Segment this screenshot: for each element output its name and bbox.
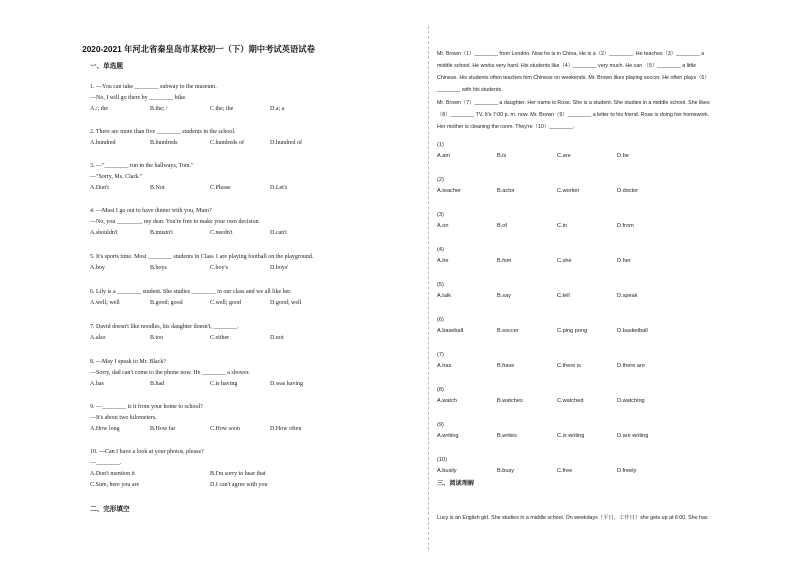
question-stem: 6. Lily is a ________ student. She studies ________ in our class and we all like her.	[90, 289, 292, 295]
cloze-number: (3)	[437, 212, 444, 218]
option-d[interactable]: D.hundred of	[270, 140, 302, 146]
cloze-number: (10)	[437, 457, 447, 463]
options-row	[90, 138, 410, 149]
option-a[interactable]: A.has	[90, 381, 104, 387]
question-item	[90, 206, 410, 239]
cloze-number: (8)	[437, 387, 444, 393]
options-row	[437, 431, 677, 442]
question-stem: 7. David doesn't like noodles, his daughter doesn't, ________.	[90, 324, 239, 330]
option-c[interactable]: C.she	[557, 258, 572, 264]
option-d[interactable]: D.be	[617, 153, 629, 159]
option-c[interactable]: C.Please	[210, 185, 231, 191]
passage-line: Mr. Brown（1）________ from London. Now he is in China, He is a（2）________. He teaches（3）________ a	[437, 51, 705, 57]
option-d[interactable]: D.not	[270, 335, 284, 341]
question-stem: 3. —"________ run in the hallways, Tom."	[90, 163, 194, 169]
option-b[interactable]: B.say	[497, 293, 511, 299]
options-row	[437, 256, 677, 267]
cloze-number: (5)	[437, 282, 444, 288]
question-stem: 5. It's sports time. Most ________ students in Class 1 are playing football on the playground.	[90, 254, 314, 260]
option-c[interactable]: C.the; the	[210, 106, 234, 112]
option-b[interactable]: B.writes	[497, 433, 517, 439]
option-b[interactable]: B.I'm sorry to hear that	[210, 471, 266, 477]
question-item	[90, 127, 410, 149]
options-row	[90, 424, 410, 435]
options-row	[90, 228, 410, 239]
option-a[interactable]: A.talk	[437, 293, 451, 299]
option-b[interactable]: B.hundreds	[150, 140, 178, 146]
cloze-number: (2)	[437, 177, 444, 183]
cloze-item	[437, 455, 677, 477]
option-a[interactable]: A.has	[437, 363, 452, 369]
option-d[interactable]: D.are writing	[617, 433, 649, 439]
question-stem: 8. —May I speak to Mr. Black?	[90, 359, 166, 365]
question-item	[90, 82, 410, 115]
options-row	[437, 326, 677, 337]
question-stem-continued: —It's about two kilometers.	[90, 415, 157, 421]
passage-line: （8）________ TV. It's 7:00 p. m. now. Mr. Brown（9）________ a letter to his friend. Rose is doing her homework.	[437, 112, 710, 118]
option-b[interactable]: B.watches	[497, 398, 523, 404]
passage-line: Her mother is cleaning the room. They're（10）________.	[437, 124, 575, 130]
option-b[interactable]: B.busy	[497, 468, 515, 474]
cloze-item	[437, 245, 677, 267]
cloze-item	[437, 315, 677, 337]
question-item	[90, 402, 410, 435]
option-a[interactable]: A.boy	[90, 265, 105, 271]
options-row	[90, 263, 410, 274]
passage-line: Mr. Brown（7）________ a daughter. Her name is Rose. She is a student. She studies in a middle school. She likes	[437, 100, 710, 106]
option-a[interactable]: A.am	[437, 153, 451, 159]
option-a[interactable]: A.Don't mention it	[90, 471, 135, 477]
option-d[interactable]: D.boys'	[270, 265, 289, 271]
option-d[interactable]: D.How often	[270, 426, 302, 432]
cloze-item	[437, 350, 677, 372]
option-a[interactable]: A.baseball	[437, 328, 464, 334]
option-c[interactable]: C.is having	[210, 381, 238, 387]
option-d[interactable]: D.basketball	[617, 328, 648, 334]
option-d[interactable]: D.her	[617, 258, 631, 264]
option-c[interactable]: C.hundreds of	[210, 140, 244, 146]
option-d[interactable]: D.watching	[617, 398, 645, 404]
cloze-item	[437, 140, 677, 162]
option-b[interactable]: B.mustn't	[150, 230, 173, 236]
passage-line: Chinese. His students often teaches him Chinese on weekends. Mr. Brown likes playing soccer. He often plays（6）	[437, 75, 710, 81]
option-a[interactable]: A.writing	[437, 433, 459, 439]
option-c[interactable]: C.needn't	[210, 230, 233, 236]
question-stem: 10. —Can I have a look at your photos, please?	[90, 449, 204, 455]
option-b[interactable]: B.had	[150, 381, 165, 387]
options-row	[437, 396, 677, 407]
option-d[interactable]: D.I can't agree with you	[210, 482, 268, 488]
options-row	[437, 186, 677, 197]
option-b[interactable]: B.the; /	[150, 106, 168, 112]
question-stem-continued: —Sorry, dad can't come to the phone now. He ________ a shower.	[90, 370, 250, 376]
cloze-item	[437, 175, 677, 197]
option-b[interactable]: B.good; good	[150, 300, 183, 306]
question-item	[90, 252, 410, 274]
option-a[interactable]: A./; the	[90, 106, 108, 112]
option-a[interactable]: A.Don't	[90, 185, 109, 191]
option-c[interactable]: C.watched	[557, 398, 584, 404]
option-a[interactable]: A.How long	[90, 426, 120, 432]
cloze-number: (7)	[437, 352, 444, 358]
option-d[interactable]: D.there are	[617, 363, 645, 369]
options-row	[90, 379, 410, 390]
option-d[interactable]: D.was having	[270, 381, 303, 387]
question-stem-continued: —No, you ________, my dear. You're free to make your own decision.	[90, 219, 261, 225]
option-c[interactable]: C.Sure, here you are	[90, 482, 140, 488]
options-row	[90, 298, 410, 309]
option-d[interactable]: D.can't	[270, 230, 287, 236]
question-stem-continued: —________.	[90, 460, 122, 466]
option-a[interactable]: A.on	[437, 223, 449, 229]
option-c[interactable]: C.is writing	[557, 433, 585, 439]
section-heading-single-choice: 一、单选题	[90, 63, 123, 70]
section-heading-cloze: 二、完形填空	[90, 506, 130, 513]
cloze-number: (1)	[437, 142, 444, 148]
option-b[interactable]: B.have	[497, 363, 515, 369]
column-divider	[428, 26, 429, 550]
cloze-number: (9)	[437, 422, 444, 428]
option-d[interactable]: D.good; well	[270, 300, 302, 306]
option-b[interactable]: B.Not	[150, 185, 165, 191]
passage-line: middle school. He works very hard. His students like（4）________ very much. He can （5）________ a little	[437, 63, 697, 69]
cloze-item	[437, 385, 677, 407]
option-b[interactable]: B.How far	[150, 426, 176, 432]
question-item	[90, 447, 410, 491]
options-row	[90, 333, 410, 344]
options-row	[437, 466, 677, 477]
cloze-item	[437, 420, 677, 442]
option-c[interactable]: C.How soon	[210, 426, 241, 432]
option-b[interactable]: B.is	[497, 153, 507, 159]
options-row	[437, 291, 677, 302]
passage-line: ________ with his students.	[437, 87, 503, 93]
option-b[interactable]: B.too	[150, 335, 164, 341]
option-b[interactable]: B.actor	[497, 188, 515, 194]
option-c[interactable]: C.in	[557, 223, 567, 229]
options-row	[437, 221, 677, 232]
question-stem-continued: —No, I will go there by ________ bike.	[90, 95, 187, 101]
options-row	[90, 469, 410, 480]
option-a[interactable]: A.also	[90, 335, 106, 341]
option-a[interactable]: A.he	[437, 258, 449, 264]
cloze-item	[437, 280, 677, 302]
option-c[interactable]: C.free	[557, 468, 573, 474]
question-stem: 1. —You can take ________ subway to the museum.	[90, 84, 217, 90]
option-a[interactable]: A.busily	[437, 468, 457, 474]
option-a[interactable]: A.teacher	[437, 188, 461, 194]
option-c[interactable]: C.well; good	[210, 300, 241, 306]
options-row	[437, 361, 677, 372]
option-b[interactable]: B.boys	[150, 265, 167, 271]
cloze-number: (4)	[437, 247, 444, 253]
option-b[interactable]: B.soccer	[497, 328, 519, 334]
question-item	[90, 357, 410, 390]
options-row	[90, 480, 410, 491]
option-d[interactable]: D.speak	[617, 293, 638, 299]
option-c[interactable]: C.boy's	[210, 265, 228, 271]
options-row	[90, 183, 410, 194]
option-a[interactable]: A.hundred	[90, 140, 116, 146]
section-heading-reading: 三、阅读理解	[437, 480, 475, 487]
option-d[interactable]: D.doctor	[617, 188, 639, 194]
question-stem: 4. —Must I go out to have dinner with you, Mum?	[90, 208, 212, 214]
option-c[interactable]: C.either	[210, 335, 230, 341]
option-d[interactable]: D.freely	[617, 468, 637, 474]
options-row	[90, 104, 410, 115]
option-a[interactable]: A.well; well	[90, 300, 120, 306]
cloze-number: (6)	[437, 317, 444, 323]
option-d[interactable]: D.Let's	[270, 185, 288, 191]
options-row	[437, 151, 677, 162]
option-b[interactable]: B.him	[497, 258, 512, 264]
option-b[interactable]: B.of	[497, 223, 507, 229]
option-c[interactable]: C.ping pong	[557, 328, 588, 334]
reading-passage-start: Lucy is an English girl. She studies in a middle school. On weekdays（平日，工作日）she gets up at 6:00. She has	[437, 515, 708, 521]
option-c[interactable]: C.worker	[557, 188, 580, 194]
question-item	[90, 322, 410, 344]
question-item	[90, 161, 410, 194]
question-stem: 9. —________ is it from your home to school?	[90, 404, 203, 410]
option-a[interactable]: A.shouldn't	[90, 230, 118, 236]
option-d[interactable]: D.a; a	[270, 106, 285, 112]
question-stem: 2. There are more than five ________ students in the school.	[90, 129, 236, 135]
option-c[interactable]: C.tell	[557, 293, 570, 299]
option-c[interactable]: C.are	[557, 153, 571, 159]
question-stem-continued: —"Sorry, Ms. Clark."	[90, 174, 143, 180]
cloze-item	[437, 210, 677, 232]
option-d[interactable]: D.from	[617, 223, 634, 229]
exam-title: 2020-2021 年河北省秦皇岛市某校初一（下）期中考试英语试卷	[82, 44, 315, 54]
question-item	[90, 287, 410, 309]
option-c[interactable]: C.there is	[557, 363, 581, 369]
option-a[interactable]: A.watch	[437, 398, 457, 404]
